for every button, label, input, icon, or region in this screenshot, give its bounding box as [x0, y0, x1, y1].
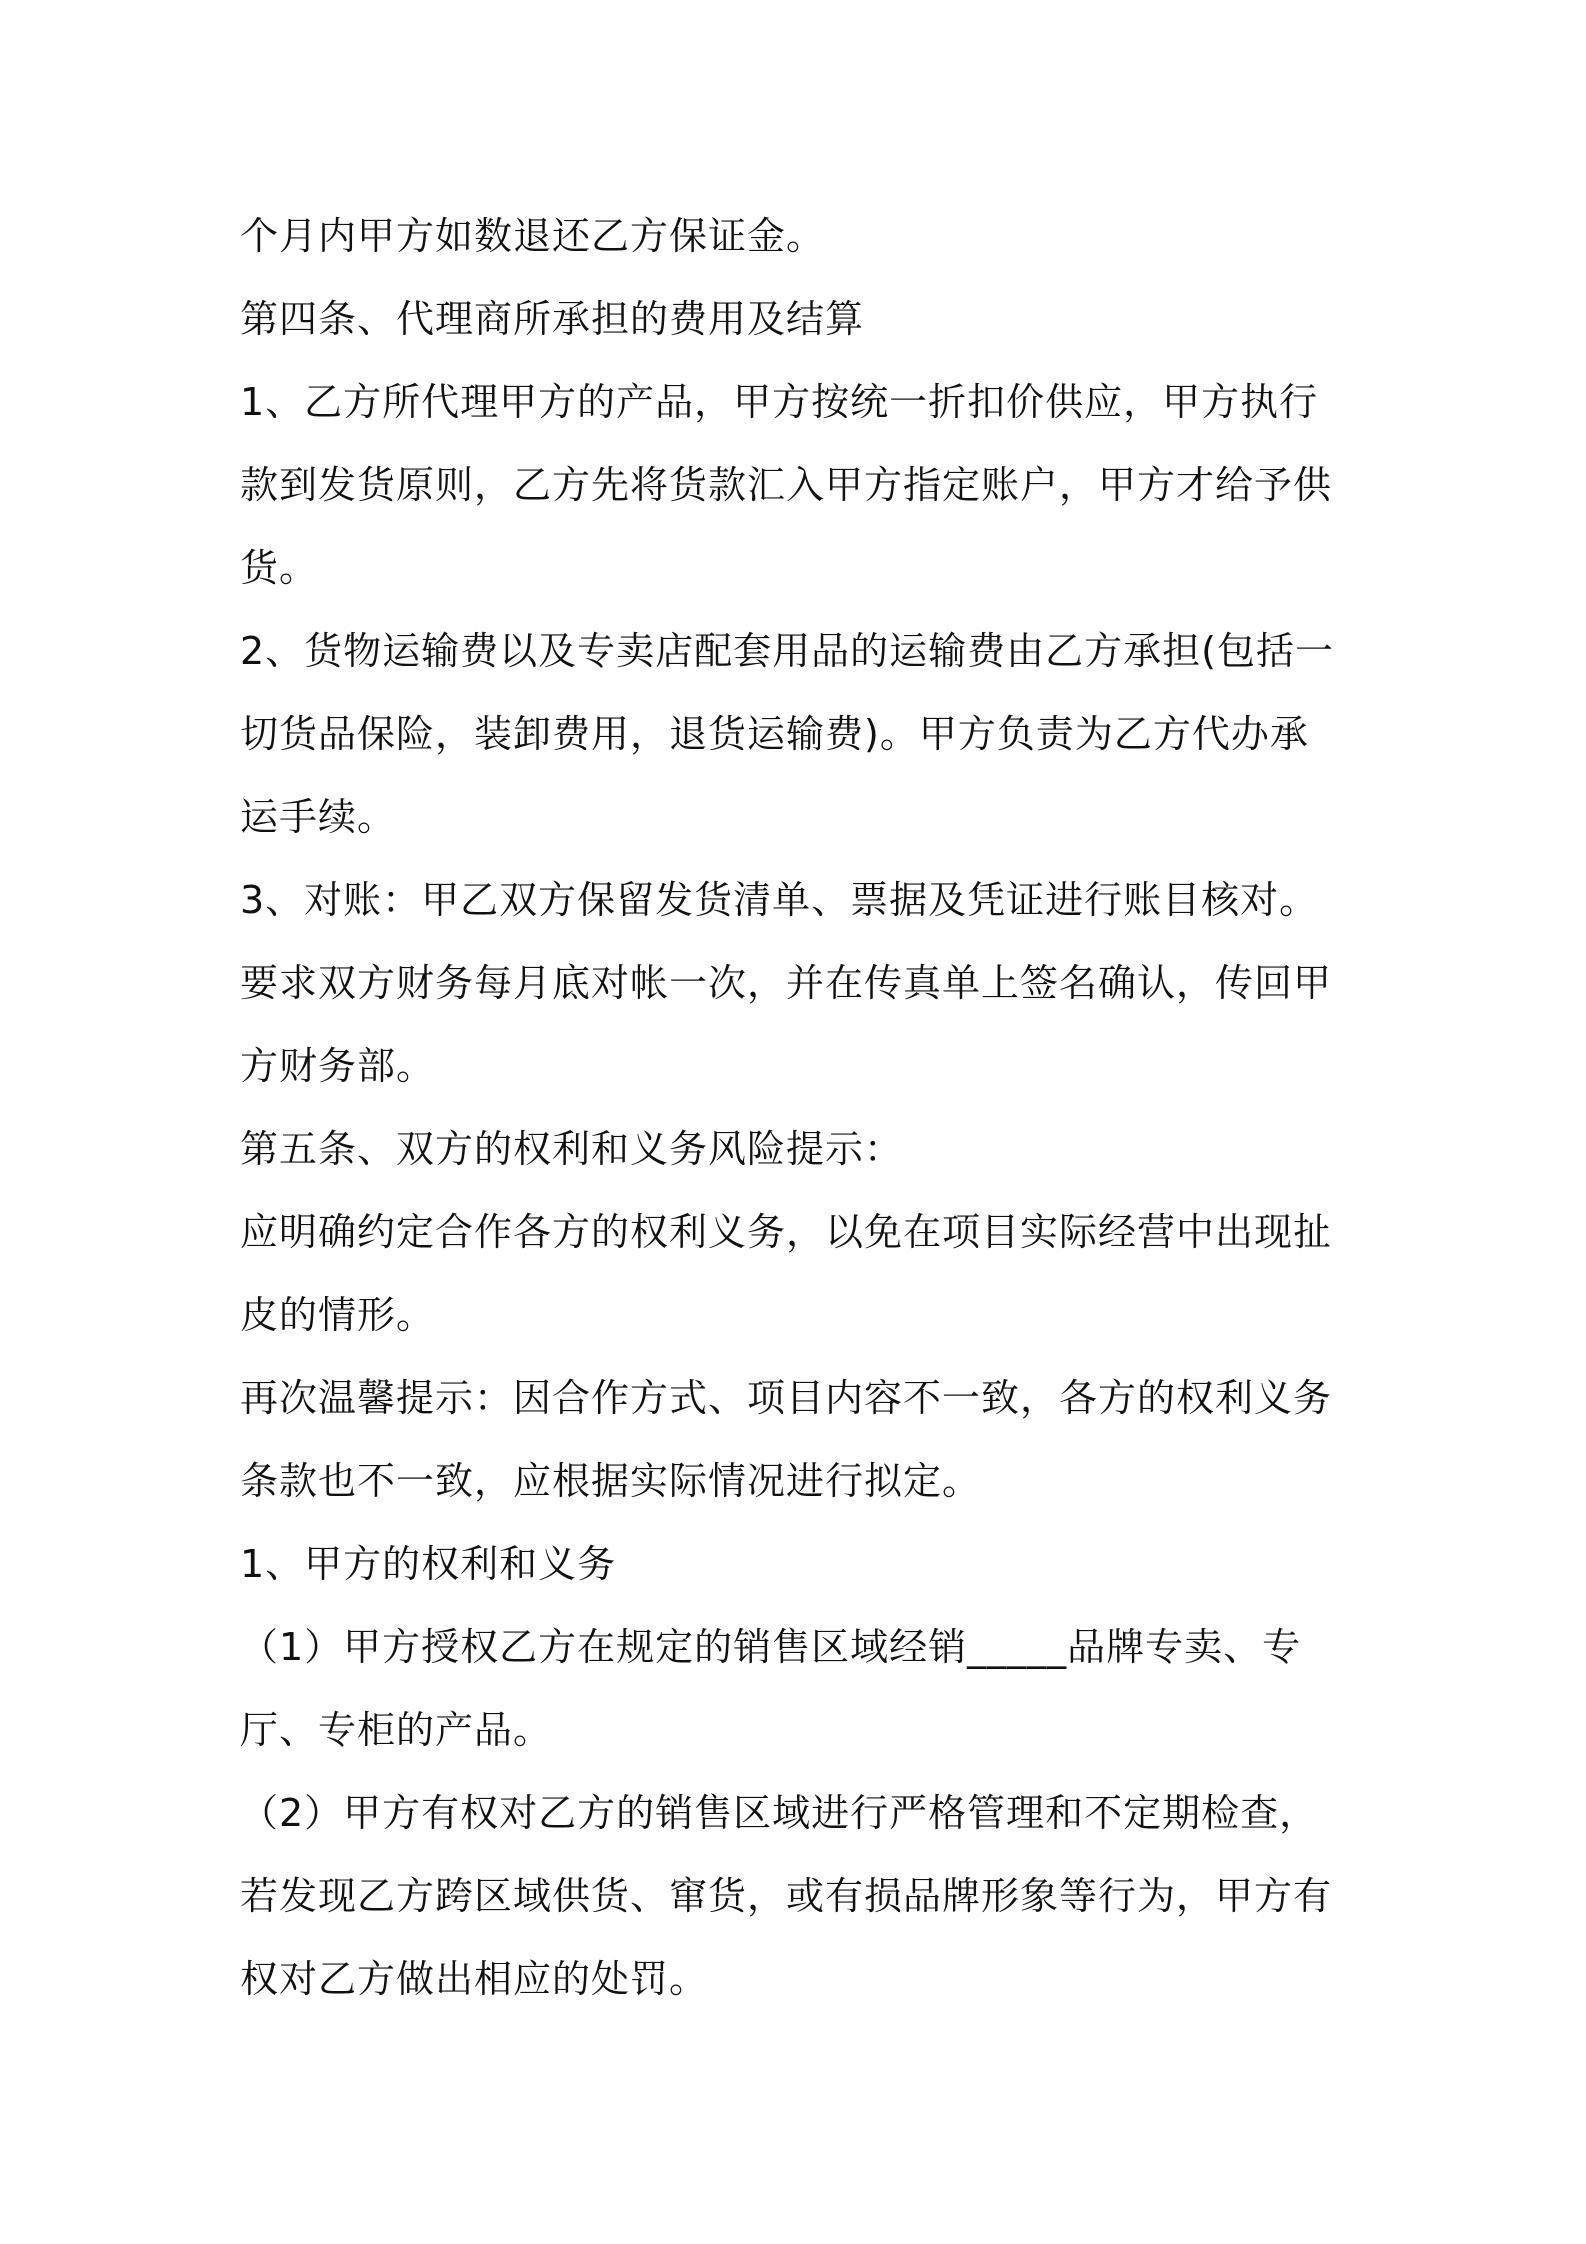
text-line: 款到发货原则，乙方先将货款汇入甲方指定账户，甲方才给予供 — [240, 463, 1333, 507]
text-line: 皮的情形。 — [240, 1293, 436, 1337]
section-heading: 第四条、代理商所承担的费用及结算 — [240, 297, 865, 341]
text-line: 权对乙方做出相应的处罚。 — [240, 1957, 709, 2001]
section-heading: 第五条、双方的权利和义务风险提示： — [240, 1127, 904, 1171]
text-line: 1、乙方所代理甲方的产品，甲方按统一折扣价供应，甲方执行 — [240, 380, 1319, 424]
document-body — [240, 195, 1350, 2021]
text-line: 货。 — [240, 546, 319, 590]
text-line: 应明确约定合作各方的权利义务，以免在项目实际经营中出现扯 — [240, 1210, 1333, 1254]
text-line: 2、货物运输费以及专卖店配套用品的运输费由乙方承担(包括一 — [240, 629, 1335, 673]
text-line: 方财务部。 — [240, 1044, 436, 1088]
text-line: 再次温馨提示：因合作方式、项目内容不一致，各方的权利义务 — [240, 1376, 1333, 1420]
text-line: 运手续。 — [240, 795, 397, 839]
subsection-heading: 1、甲方的权利和义务 — [240, 1542, 617, 1586]
text-line: 厅、专柜的产品。 — [240, 1708, 553, 1752]
text-line: （1）甲方授权乙方在规定的销售区域经销_____品牌专卖、专 — [240, 1625, 1302, 1669]
text-line: 切货品保险，装卸费用，退货运输费)。甲方负责为乙方代办承 — [240, 712, 1309, 756]
text-line: 个月内甲方如数退还乙方保证金。 — [240, 214, 826, 258]
text-line: 若发现乙方跨区域供货、窜货，或有损品牌形象等行为，甲方有 — [240, 1874, 1333, 1918]
text-line: （2）甲方有权对乙方的销售区域进行严格管理和不定期检查， — [240, 1791, 1319, 1835]
text-line: 3、对账：甲乙双方保留发货清单、票据及凭证进行账目核对。 — [240, 878, 1319, 922]
text-line: 条款也不一致，应根据实际情况进行拟定。 — [240, 1459, 982, 1503]
text-line: 要求双方财务每月底对帐一次，并在传真单上签名确认，传回甲 — [240, 961, 1333, 1005]
